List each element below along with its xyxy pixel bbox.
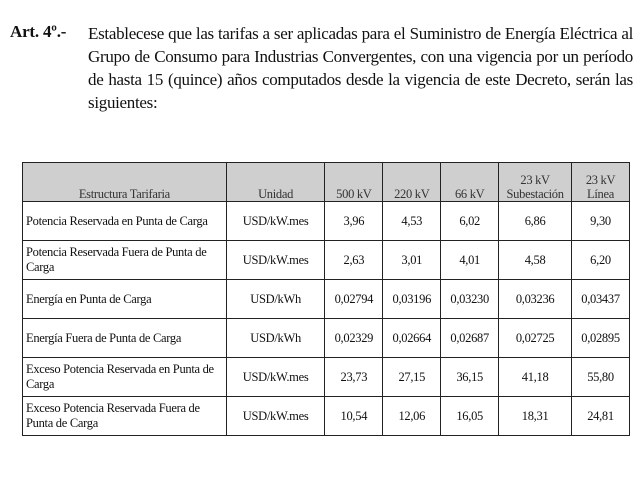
table-row	[23, 397, 630, 436]
header-23kv-substation: 23 kV Subestación	[499, 163, 572, 202]
cell-23kv-line: 0,03437	[572, 280, 630, 319]
table-row	[23, 202, 630, 241]
cell-220kv: 4,53	[383, 202, 441, 241]
table-row	[23, 319, 630, 358]
cell-23kv-line: 9,30	[572, 202, 630, 241]
cell-220kv: 27,15	[383, 358, 441, 397]
row-unit: USD/kWh	[226, 319, 325, 358]
cell-23kv-line: 24,81	[572, 397, 630, 436]
cell-220kv: 0,03196	[383, 280, 441, 319]
cell-23kv-substation: 0,03236	[499, 280, 572, 319]
cell-500kv: 10,54	[325, 397, 383, 436]
row-unit: USD/kW.mes	[226, 358, 325, 397]
row-unit: USD/kWh	[226, 280, 325, 319]
tariff-table	[22, 162, 630, 436]
header-unit: Unidad	[226, 163, 325, 202]
row-concept: Potencia Reservada Fuera de Punta de Carga	[23, 241, 227, 280]
cell-66kv: 0,02687	[441, 319, 499, 358]
row-concept: Potencia Reservada en Punta de Carga	[23, 202, 227, 241]
cell-23kv-substation: 41,18	[499, 358, 572, 397]
row-concept: Energía Fuera de Punta de Carga	[23, 319, 227, 358]
cell-220kv: 0,02664	[383, 319, 441, 358]
row-unit: USD/kW.mes	[226, 202, 325, 241]
cell-500kv: 0,02329	[325, 319, 383, 358]
cell-23kv-substation: 18,31	[499, 397, 572, 436]
row-concept: Exceso Potencia Reservada en Punta de Carga	[23, 358, 227, 397]
row-unit: USD/kW.mes	[226, 241, 325, 280]
header-220kv: 220 kV	[383, 163, 441, 202]
header-structure: Estructura Tarifaria	[23, 163, 227, 202]
header-66kv: 66 kV	[441, 163, 499, 202]
row-concept: Exceso Potencia Reservada Fuera de Punta de Carga	[23, 397, 227, 436]
header-500kv: 500 kV	[325, 163, 383, 202]
cell-66kv: 6,02	[441, 202, 499, 241]
cell-23kv-line: 6,20	[572, 241, 630, 280]
cell-220kv: 3,01	[383, 241, 441, 280]
article-text: Establecese que las tarifas a ser aplicadas para el Suministro de Energía Eléctrica al Grupo de Consumo para Industrias Convergentes, con una vigencia por un período de hasta 15 (quince) años computados desde la vigencia de este Decreto, serán las siguientes:	[88, 24, 633, 112]
cell-220kv: 12,06	[383, 397, 441, 436]
cell-23kv-line: 0,02895	[572, 319, 630, 358]
cell-23kv-substation: 6,86	[499, 202, 572, 241]
row-concept: Energía en Punta de Carga	[23, 280, 227, 319]
cell-23kv-substation: 4,58	[499, 241, 572, 280]
cell-500kv: 3,96	[325, 202, 383, 241]
cell-500kv: 23,73	[325, 358, 383, 397]
cell-500kv: 2,63	[325, 241, 383, 280]
table-row	[23, 241, 630, 280]
cell-500kv: 0,02794	[325, 280, 383, 319]
row-unit: USD/kW.mes	[226, 397, 325, 436]
table-row	[23, 280, 630, 319]
article-label: Art. 4º.-	[10, 22, 67, 41]
cell-66kv: 16,05	[441, 397, 499, 436]
cell-66kv: 36,15	[441, 358, 499, 397]
cell-23kv-line: 55,80	[572, 358, 630, 397]
table-row	[23, 358, 630, 397]
cell-66kv: 4,01	[441, 241, 499, 280]
cell-23kv-substation: 0,02725	[499, 319, 572, 358]
table-header-row	[23, 163, 630, 202]
header-23kv-line: 23 kV Línea	[572, 163, 630, 202]
cell-66kv: 0,03230	[441, 280, 499, 319]
